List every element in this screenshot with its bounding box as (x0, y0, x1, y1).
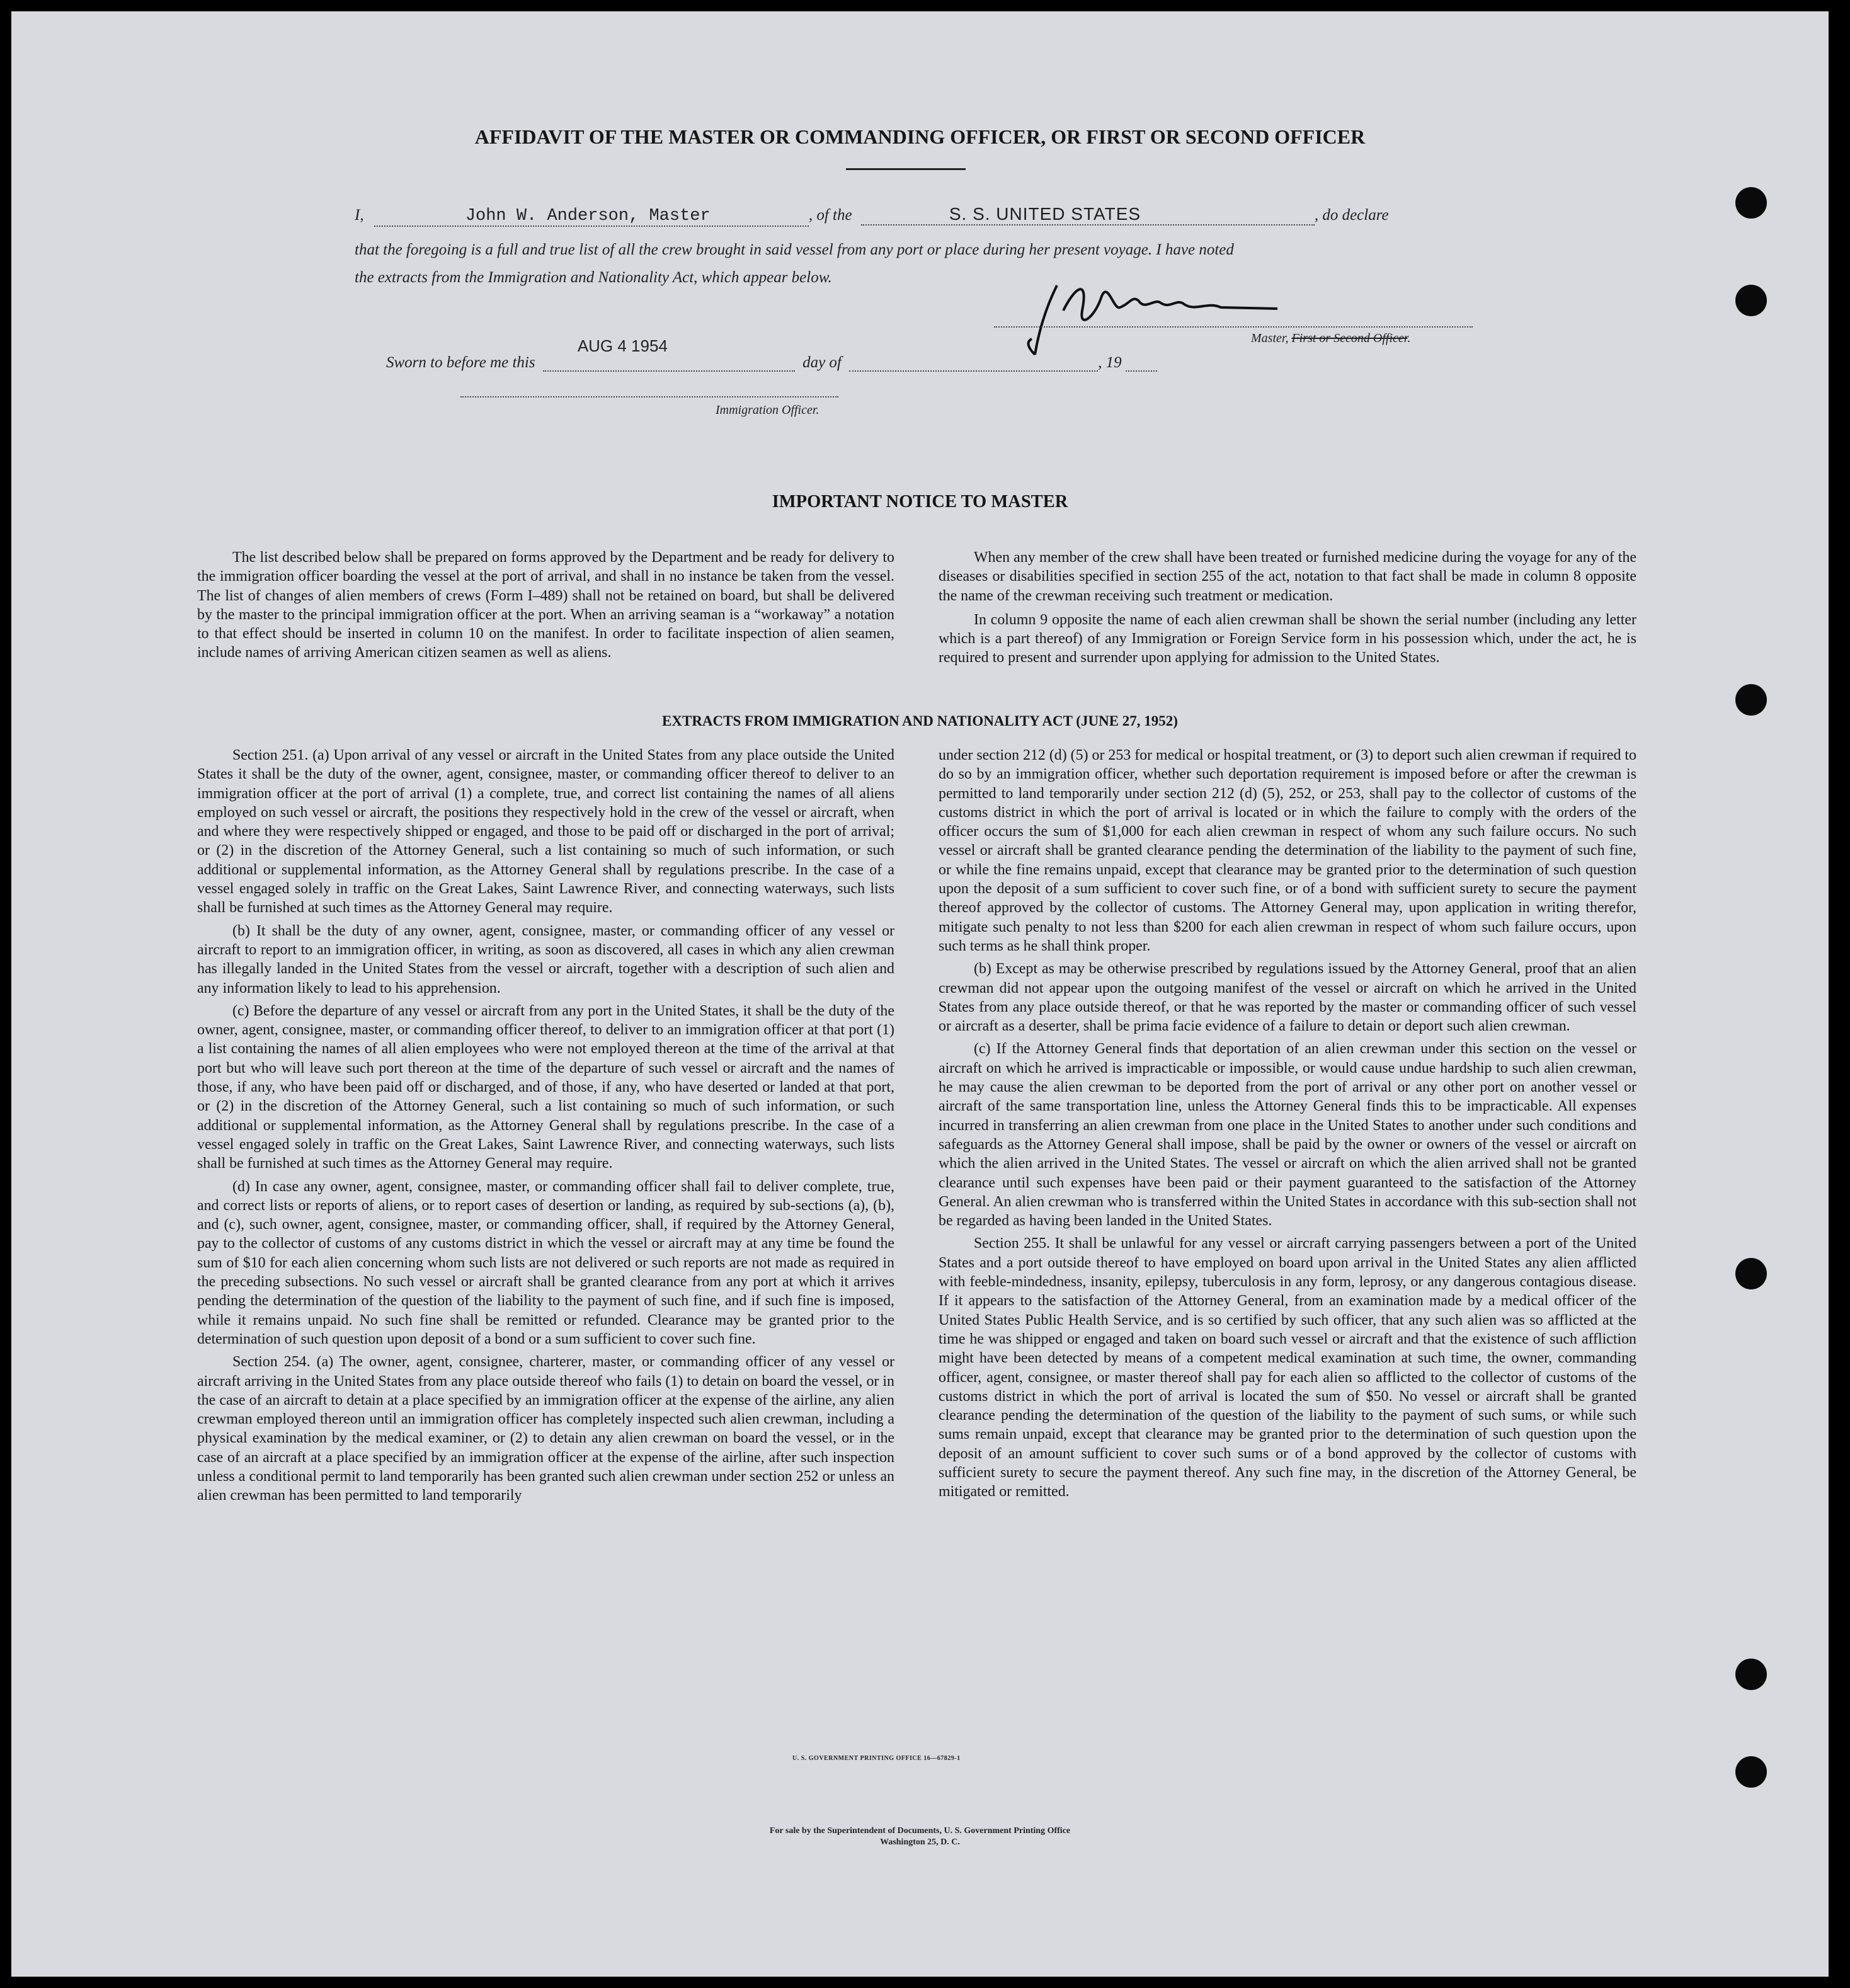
notice-right-paragraph-1: When any member of the crew shall have been treated or furnished medicine during the voyage for any of the diseases or disabilities specified in section 255 of the act, notation to that fact shall be made in column 8 opposite the name of the crewman receiving such treatment or medication. (939, 549, 1636, 604)
i-label: I, (355, 207, 364, 224)
punch-hole (1735, 1258, 1767, 1289)
sale-line-1: For sale by the Superintendent of Documents, U. S. Government Printing Office (769, 1826, 1071, 1836)
extract-paragraph: (c) Before the departure of any vessel or aircraft from any port in the United States, it shall be the duty of the owner, agent, consignee, master, or commanding officer thereof, to deliver to an immigration officer at that port (1) a list containing the names of all alien employees who were not employed thereon at the time of the arrival at that port but who will leave such port thereon at the time of the departure of such vessel or aircraft and the names of those, if any, who have been paid off or discharged, and of those, if any, who have deserted or landed at that port, or (2) in the discretion of the Attorney General, such a list containing so much of such information, or such additional or supplemental information, as the Attorney General shall by regulations prescribe. In the case of a vessel engaged solely in traffic on the Great Lakes, Saint Lawrence River, and connecting waterways, such lists shall be furnished at such times as the Attorney General may require. (197, 1002, 894, 1172)
year-label: , 19 (1098, 354, 1122, 371)
master-name: John W. Anderson, Master (465, 207, 711, 226)
extract-paragraph: (b) Except as may be otherwise prescribed by regulations issued by the Attorney General, proof that an alien crewman did not appear upon the outgoing manifest of the vessel or aircraft on which he arrived in the United States from any place outside thereof, or that he was reported by the master or commanding officer of such vessel or aircraft as a deserter, shall be prima facie evidence of a failure to detain or deport such alien crewman. (939, 961, 1636, 1035)
extract-paragraph: Section 255. It shall be unlawful for any vessel or aircraft carrying passengers between a port of the United States and a port outside thereof to have employed on board upon arrival in the United States any alien afflicted with feeble-mindedness, insanity, epilepsy, tuberculosis in any form, leprosy, or any dangerous contagious disease. If it appears to the satisfaction of the Attorney General, from an examination made by a medical officer of the United States Public Health Service, and is so certified by such officer, that any such alien was so afflicted at the time he was shipped or engaged and taken on board such vessel or aircraft and that the existence of such affliction might have been detected by means of a competent medical examination at such time, the owner, commanding officer, agent, consignee, or master thereof shall pay for each alien so afflicted to the collector of customs of the customs district in which the port of arrival is located the sum of $50. No vessel or aircraft shall be granted clearance pending the determination of the question of the liability to the payment of such sums, or while such sums remain unpaid, except that clearance may be granted prior to the determination of such question upon the deposit of an amount sufficient to cover such sums or of a bond approved by the collector of customs with sufficient surety to secure the payment thereof. Any such fine may, in the discretion of the Attorney General, be mitigated or remitted. (939, 1235, 1636, 1500)
notice-right-paragraph-2: In column 9 opposite the name of each alien crewman shall be shown the serial number (including any letter which is a part thereof) of any Immigration or Foreign Service form in his possession which, under the act, he is required to present and surrender upon applying for admission to the United States. (939, 611, 1636, 666)
month-field (849, 351, 1098, 372)
master-suffix: . (1407, 331, 1411, 345)
do-declare-label: , do declare (1314, 207, 1389, 224)
title-rule (846, 168, 966, 170)
master-label: Master, (1251, 331, 1289, 345)
sale-line-2: Washington 25, D. C. (880, 1837, 960, 1847)
vessel-field (861, 204, 1315, 226)
notice-right-column (939, 548, 1636, 673)
immigration-officer-line (460, 396, 838, 397)
master-title-label (1251, 331, 1410, 346)
extract-paragraph: (d) In case any owner, agent, consignee, master, or commanding officer shall fail to deliver complete, true, and correct lists or reports of aliens, or to report cases of desertion or landing, as required by sub-sections (a), (b), and (c), such owner, agent, consignee, master, or commanding officer, shall, if required by the Attorney General, pay to the collector of customs of any customs district in which the vessel or aircraft may at any time be found the sum of $10 for each alien concerning whom such lists are not delivered or such reports are not made as required in the preceding subsections. No such vessel or aircraft shall be granted clearance from any port at which it arrives pending the determination of the question of the liability to the payment of such fine, and if such fine is imposed, while it remains unpaid. No such fine shall be remitted or refunded. Clearance may be granted prior to the determination of such question upon deposit of a bond or a sum sufficient to cover such fine. (197, 1178, 894, 1347)
punch-hole (1735, 1756, 1767, 1788)
immigration-officer-label: Immigration Officer. (716, 403, 819, 417)
declaration-line (355, 204, 1389, 227)
vessel-name: S. S. UNITED STATES (949, 204, 1141, 224)
stamp-date: AUG 4 1954 (577, 336, 668, 355)
punch-hole (1735, 1659, 1767, 1690)
struck-officer-label: First or Second Officer (1291, 331, 1408, 345)
notice-title: IMPORTANT NOTICE TO MASTER (772, 492, 1068, 511)
punch-hole (1735, 285, 1767, 316)
signature (1019, 273, 1284, 361)
year-field (1126, 351, 1157, 372)
extracts-left-column (197, 746, 894, 1509)
punch-hole (1735, 684, 1767, 716)
sale-notice (11, 1825, 1829, 1848)
statement-line-2: the extracts from the Immigration and Nationality Act, which appear below. (355, 269, 832, 286)
extracts-title: EXTRACTS FROM IMMIGRATION AND NATIONALITY ACT (JUNE 27, 1952) (662, 713, 1178, 729)
sworn-line (386, 336, 1157, 372)
gpo-imprint: U. S. GOVERNMENT PRINTING OFFICE 16—67829-1 (792, 1755, 961, 1762)
notice-left-column (197, 548, 894, 668)
extract-paragraph: Section 254. (a) The owner, agent, consignee, charterer, master, or commanding officer of any vessel or aircraft arriving in the United States from any place outside thereof who fails (1) to detain on board the vessel, or in the case of an aircraft to detain at a place specified by an immigration officer at the expense of the airline, any alien crewman employed thereon until an immigration officer has completely inspected such alien crewman, including a physical examination by the medical examiner, or (2) to detain any alien crewman on board the vessel, or in the case of an aircraft at a place specified by an immigration officer at the expense of the airline, after such inspection unless a conditional permit to land temporarily has been granted such alien crewman under section 252 or unless an alien crewman has been permitted to land temporarily (197, 1354, 894, 1504)
document-page (11, 11, 1829, 1977)
master-name-field (374, 207, 809, 227)
extract-paragraph: (b) It shall be the duty of any owner, agent, consignee, master, or commanding officer of any vessel or aircraft to report to an immigration officer, in writing, as soon as discovered, all cases in which any alien crewman has illegally landed in the United States from the vessel or aircraft, together with a description of such alien and any information likely to lead to his apprehension. (197, 922, 894, 997)
extract-paragraph: (c) If the Attorney General finds that deportation of an alien crewman under this section on the vessel or aircraft on which he arrived is impracticable or impossible, or would cause undue hardship to such alien crewman, he may cause the alien crewman to be deported from the port of arrival or any other port on another vessel or aircraft of the same transportation line, unless the Attorney General finds this to be impracticable. All expenses incurred in transferring an alien crewman from one place in the United States to another under such conditions and safeguards as the Attorney General shall impose, shall be paid by the owner or owners of the vessel or aircraft on which the alien arrived in the United States. The vessel or aircraft on which the alien arrived shall not be granted clearance until such expenses have been paid or their payment guaranteed to the satisfaction of the Attorney General. An alien crewman who is transferred within the United States in accordance with this sub-section shall not be regarded as having been landed in the United States. (939, 1041, 1636, 1230)
extract-paragraph: under section 212 (d) (5) or 253 for medical or hospital treatment, or (3) to deport such alien crewman if required to do so by an immigration officer, whether such deportation requirement is imposed before or after the crewman is permitted to land temporarily under section 212 (d) (5), 252, or 253, shall pay to the collector of customs of the customs district in which the port of arrival is located or in which the failure to comply with the orders of the officer occurs the sum of $1,000 for each alien crewman in respect of whom any such failure occurs. No such vessel or aircraft shall be granted clearance pending the determination of the liability to the payment of such fine, or while the fine remains unpaid, except that clearance may be granted prior to the determination of such question upon the deposit of a sum sufficient to cover such fine, or of a bond with sufficient surety to secure the payment thereof approved by the collector of customs. The Attorney General may, upon application in writing therefor, mitigate such penalty to not less than $200 for each alien crewman in respect of whom such failure occurs, upon such terms as he shall think proper. (939, 747, 1636, 954)
extracts-right-column (939, 746, 1636, 1505)
extract-paragraph: Section 251. (a) Upon arrival of any vessel or aircraft in the United States from any place outside the United States it shall be the duty of the owner, agent, consignee, master, or commanding officer thereof to deliver to an immigration officer at the port of arrival (1) a complete, true, and correct list containing the names of all aliens employed on such vessel or aircraft, the positions they respectively hold in the crew of the vessel or aircraft, when and where they were respectively shipped or engaged, and those to be paid off or discharged in the port of arrival; or (2) in the discretion of the Attorney General, such a list containing so much of such information, or such additional or supplemental information, as the Attorney General shall by regulations prescribe. In the case of a vessel engaged solely in traffic on the Great Lakes, Saint Lawrence River, and connecting waterways, such lists shall be furnished at such times as the Attorney General may require. (197, 747, 894, 917)
statement-line-1: that the foregoing is a full and true list of all the crew brought in said vessel from any port or place during her present voyage. I have noted (355, 241, 1234, 258)
sworn-label: Sworn to before me this (386, 354, 535, 371)
signature-line (994, 326, 1473, 328)
punch-hole (1735, 187, 1767, 219)
sworn-day-field (543, 336, 795, 372)
notice-left-paragraph: The list described below shall be prepared on forms approved by the Department and be ready for delivery to the immigration officer boarding the vessel at the port of arrival, and shall in no instance be taken from the vessel. The list of changes of alien members of crews (Form I–489) shall not be retained on board, but shall be delivered by the master to the principal immigration officer at the port. When an arriving seaman is a “workaway” a notation to that effect should be inserted in column 10 on the manifest. In order to facilitate inspection of alien seamen, include names of arriving American citizen seamen as well as aliens. (197, 549, 894, 661)
affidavit-title: AFFIDAVIT OF THE MASTER OR COMMANDING OFFICER, OR FIRST OR SECOND OFFICER (474, 125, 1366, 148)
of-the-label: , of the (808, 207, 852, 224)
day-of-label: day of (802, 354, 842, 371)
